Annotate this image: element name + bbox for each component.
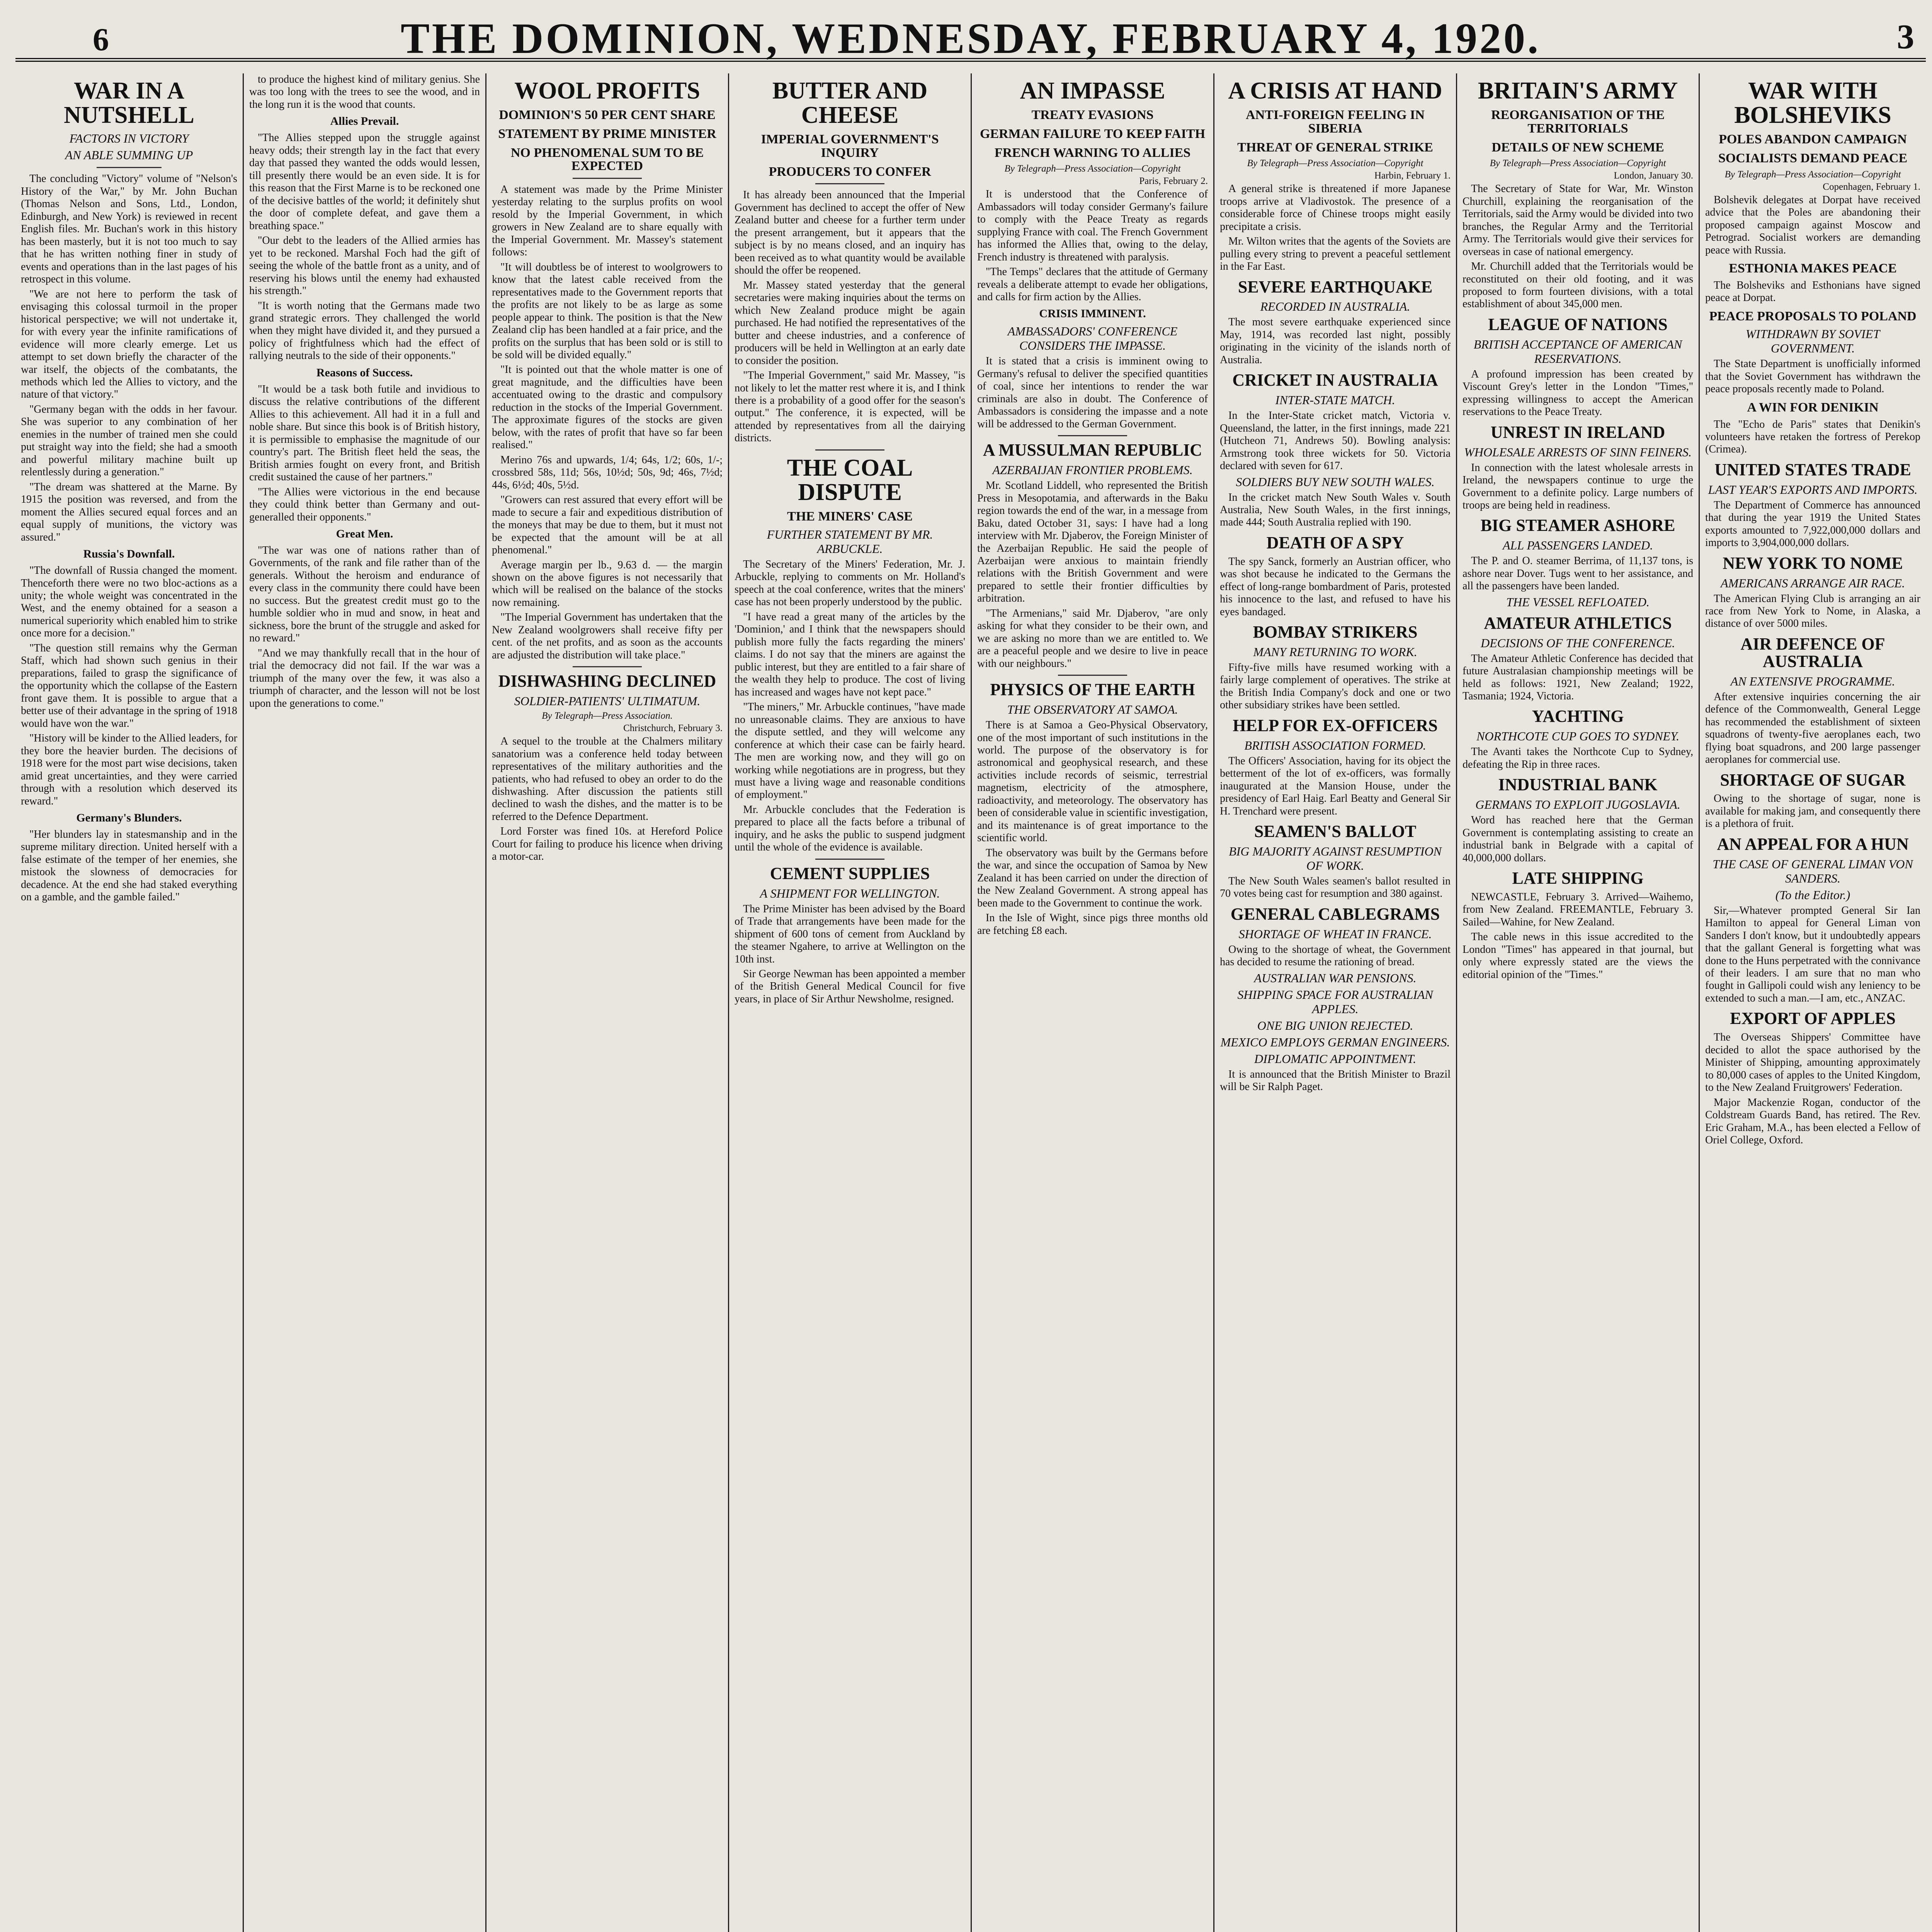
article-paragraph: It is stated that a crisis is imminent owing to Germany's refusal to deliver the specified quantities of coal, since her intentions to render the war criminals are also in doubt. The Conference of Ambassadors is considering the impasse and a note will be addressed to the German Government.: [977, 355, 1208, 430]
column-britains-army: [1457, 73, 1699, 1932]
article-paragraph: The spy Sanck, formerly an Austrian officer, who was shot because he indicated to the Germans the effect of long-range bombardment of Paris, protested his innocence to the last, and refused to have his eyes bandaged.: [1220, 555, 1451, 618]
column-butter-coal: [729, 73, 971, 1932]
corner-mark: 3: [1897, 18, 1914, 56]
subhead: WITHDRAWN BY SOVIET GOVERNMENT.: [1745, 327, 1880, 355]
subhead: AN EXTENSIVE PROGRAMME.: [1730, 674, 1895, 688]
subhead: DIPLOMATIC APPOINTMENT.: [1254, 1051, 1416, 1066]
subhead: INTER-STATE MATCH.: [1275, 393, 1395, 407]
article-paragraph: Fifty-five mills have resumed working with a fairly large complement of operatives. The strike at the British India Company's dock and one or two other subsidiary strikes have been settled.: [1220, 662, 1451, 711]
byline: By Telegraph—Press Association.: [542, 711, 673, 721]
dateline: Harbin, February 1.: [1374, 170, 1451, 181]
byline: By Telegraph—Press Association—Copyright: [1247, 158, 1423, 169]
article-paragraph: The Prime Minister has been advised by the Board of Trade that arrangements have been made for the shipment of 600 tons of cement from Auckland by the steamer Ngahere, to arrive at Wellington on the 10th inst.: [735, 903, 965, 965]
headline: A CRISIS AT HAND: [1228, 78, 1442, 104]
article-paragraph: The Officers' Association, having for its object the betterment of the lot of ex-officers, was formally inaugurated at the Mansion House, under the presidency of Earl Haig. Earl Beatty and General Sir H. Trenchard were present.: [1220, 755, 1451, 817]
article-paragraph: Average margin per lb., 9.63 d. — the margin shown on the above figures is not necessarily that which will be realised on the balance of the stocks now remaining.: [492, 559, 723, 609]
headline: AN IMPASSE: [1020, 78, 1165, 104]
article-paragraph: A sequel to the trouble at the Chalmers military sanatorium was a conference held today between representatives of the military authorities and the patients, who had refused to obey an order to do the dishwashing. After discussion the patients still declined to wash the dishes, and the matter is to be referred to the Defence Department.: [492, 735, 723, 823]
column-war-bolsheviks: [1700, 73, 1926, 1932]
article-paragraph: The Avanti takes the Northcote Cup to Sydney, defeating the Rip in three races.: [1463, 746, 1693, 770]
headline: SHORTAGE OF SUGAR: [1720, 770, 1906, 789]
article-paragraph: "Her blunders lay in statesmanship and in the supreme military direction. United herself with a false estimate of the temper of her enemies, she mistook the slowness of democracies for decadence. At the end she had staked everything on a gamble, and the gamble failed.": [21, 828, 237, 903]
article-paragraph: In connection with the latest wholesale arrests in Ireland, the newspapers continue to urge the Government to a definite policy. Large numbers of troops are being held in readiness.: [1463, 461, 1693, 511]
article-paragraph: The Secretary of the Miners' Federation, Mr. J. Arbuckle, replying to comments on Mr. Holland's speech at the coal conference, writes that the miners' case has not been properly understood by the public.: [735, 558, 965, 608]
article-paragraph: "The war was one of nations rather than of Governments, of the rank and file rather than of the generals. Without the heroism and endurance of every class in the community there could have been no success. But the greatest credit must go to the humble soldier who in mud and snow, in heat and sickness, bore the brunt of the struggle and asked for no reward.": [249, 544, 480, 645]
article-paragraph: The observatory was built by the Germans before the war, and since the occupation of Samoa by New Zealand it has been carried on under the direction of the New Zealand Government. A strong appeal has been made to the Government to continue the work.: [977, 847, 1208, 909]
article-paragraph: Mr. Massey stated yesterday that the general secretaries were making inquiries about the terms on which New Zealand produce might be again purchased. He had notified the representatives of the butter and cheese industries, and a conference of producers will be held in Wellington at an early date to consider the position.: [735, 279, 965, 367]
article-paragraph: The New South Wales seamen's ballot resulted in 70 votes being cast for resumption and 380 against.: [1220, 875, 1451, 900]
article-paragraph: Bolshevik delegates at Dorpat have received advice that the Poles are abandoning their proposed campaign against Moscow and Petrograd. Socialist workers are demanding peace with Russia.: [1705, 194, 1920, 256]
article-paragraph: It is announced that the British Minister to Brazil will be Sir Ralph Paget.: [1220, 1068, 1451, 1093]
headline: INDUSTRIAL BANK: [1498, 775, 1658, 794]
article-paragraph: "The Allies were victorious in the end because they could think better than Germany and out-generalled their opponents.": [249, 486, 480, 523]
headline: BOMBAY STRIKERS: [1253, 622, 1418, 642]
section-heading: Allies Prevail.: [330, 115, 399, 128]
page-number: 6: [93, 22, 109, 58]
article-paragraph: "The Imperial Government has undertaken that the New Zealand woolgrowers shall receive fifty per cent. of the net profits, and as soon as the accounts are adjusted the distribution will take place.": [492, 611, 723, 661]
dateline: London, January 30.: [1614, 170, 1693, 181]
headline: CRICKET IN AUSTRALIA: [1232, 371, 1438, 390]
article-paragraph: The State Department is unofficially informed that the Soviet Government has withdrawn the peace proposals recently made to Poland.: [1705, 358, 1920, 395]
article-paragraph: "It would be a task both futile and invidious to discuss the relative contributions of the different Allies to this achievement. All had it in a full and noble share. But since this book is of British history, it is permissible to emphasise the magnitude of our country's part. The British fleet held the seas, the British armies fought on every front, and British credit sustained the cause of her partners.": [249, 383, 480, 483]
article-paragraph: "I have read a great many of the articles by the 'Dominion,' and I think that the newspapers should publish more fully the facts regarding the miners' claims. I do not say that the miners are against the public interest, but they are entitled to a fair share of the wealth they help to produce. The cost of living has increased and wages have not kept pace.": [735, 611, 965, 698]
headline: ESTHONIA MAKES PEACE: [1729, 261, 1897, 276]
article-paragraph: Sir George Newman has been appointed a member of the British General Medical Council for five years, in place of Sir Arthur Newsholme, resigned.: [735, 968, 965, 1005]
article-paragraph: Mr. Arbuckle concludes that the Federation is prepared to place all the facts before a tribunal of inquiry, and he asks the public to suspend judgment until the whole of the evidence is available.: [735, 803, 965, 854]
subhead: FACTORS IN VICTORY: [69, 131, 189, 146]
divider: [815, 859, 884, 860]
article-paragraph: The Bolsheviks and Esthonians have signed peace at Dorpat.: [1705, 279, 1920, 304]
section-heading: Great Men.: [336, 527, 393, 540]
article-paragraph: "The Allies stepped upon the struggle against heavy odds; their strength lay in the fact that every day that passed they wanted the odds would lessen, till presently there would be an even side. It is for this reason that the First Marne is to be reckoned one of the decisive battles of the world; it definitely shut the door of complete defeat, and gave them a breathing space.": [249, 132, 480, 232]
headline: GENERAL CABLEGRAMS: [1230, 904, 1440, 923]
subhead: REORGANISATION OF THE TERRITORIALS: [1491, 108, 1665, 136]
subhead: ANTI-FOREIGN FEELING IN SIBERIA: [1246, 108, 1425, 136]
divider: [815, 449, 884, 451]
subhead: NORTHCOTE CUP GOES TO SYDNEY.: [1476, 729, 1679, 743]
dateline: Paris, February 2.: [1139, 176, 1208, 187]
article-paragraph: Owing to the shortage of wheat, the Government has decided to resume the rationing of bread.: [1220, 943, 1451, 968]
article-paragraph: A profound impression has been created by Viscount Grey's letter in the London "Times," expressing willingness to accept the American reservations to the Peace Treaty.: [1463, 368, 1693, 418]
article-paragraph: The Department of Commerce has announced that during the year 1919 the United States exports amounted to 7,922,000,000 dollars and imports to 3,904,000,000 dollars.: [1705, 499, 1920, 549]
subhead: AZERBAIJAN FRONTIER PROBLEMS.: [992, 463, 1193, 477]
section-heading: Germany's Blunders.: [76, 811, 182, 824]
headline: AMATEUR ATHLETICS: [1484, 613, 1672, 633]
article-paragraph: Lord Forster was fined 10s. at Hereford Police Court for failing to produce his licence when driving a motor-car.: [492, 825, 723, 863]
headline: A WIN FOR DENIKIN: [1747, 400, 1879, 415]
headline: DISHWASHING DECLINED: [498, 672, 716, 691]
subhead: WHOLESALE ARRESTS OF SINN FEINERS.: [1464, 445, 1692, 459]
subhead: STATEMENT BY PRIME MINISTER: [498, 126, 716, 141]
dateline: Copenhagen, February 1.: [1823, 181, 1920, 192]
article-paragraph: After extensive inquiries concerning the air defence of the Commonwealth, General Legge has recommended the establishment of sixteen squadrons of twenty-five aeroplanes each, two flying boat squadrons, and 200 large passenger aeroplanes for commercial use.: [1705, 690, 1920, 766]
headline: UNREST IN IRELAND: [1490, 422, 1665, 442]
column-war-nutshell-continued: [244, 73, 485, 1932]
subhead: DETAILS OF NEW SCHEME: [1492, 140, 1664, 155]
divider: [1058, 435, 1127, 436]
article-paragraph: Mr. Churchill added that the Territorials would be reconstituted on their old footing, and it was proposed to form fourteen divisions, with a total establishment of about 345,000 men.: [1463, 260, 1693, 310]
headline: BUTTER AND CHEESE: [772, 78, 928, 129]
subhead: SOCIALISTS DEMAND PEACE: [1718, 151, 1908, 166]
subhead: TREATY EVASIONS: [1031, 108, 1154, 122]
divider: [573, 178, 642, 179]
article-paragraph: There is at Samoa a Geo-Physical Observatory, one of the most important of such institutions in the world. The purpose of the observatory is for astronomical and geophysical research, and these activities include records of seismic, terrestrial magnetism, electricity of the atmosphere, radioactivity, and meteorology. The observatory has been of considerable value in scientific investigation, and its maintenance is of great importance to the scientific world.: [977, 719, 1208, 844]
divider: [97, 167, 162, 168]
article-paragraph: "And we may thankfully recall that in the hour of trial the democracy did not fail. If the war was a triumph of the many over the few, it was also a triumph of character, and the lesson will not be lost upon the generations to come.": [249, 647, 480, 709]
subhead: GERMANS TO EXPLOIT JUGOSLAVIA.: [1475, 798, 1680, 812]
article-paragraph: Merino 76s and upwards, 1/4; 64s, 1/2; 60s, 1/-; crossbred 58s, 11d; 56s, 10½d; 50s, 9d; 46s, 7½d; 44s, 6½d; 40s, 5½d.: [492, 454, 723, 491]
article-paragraph: It is understood that the Conference of Ambassadors will today consider Germany's failure to comply with the Peace Treaty as regards supplying France with coal. The French Government has informed the Allies that, owing to the delay, French industry is threatened with paralysis.: [977, 188, 1208, 263]
subhead: NO PHENOMENAL SUM TO BE EXPECTED: [510, 145, 704, 173]
subhead: AMBASSADORS' CONFERENCE CONSIDERS THE IMPASSE.: [1007, 324, 1178, 353]
subhead: SOLDIER-PATIENTS' ULTIMATUM.: [514, 694, 701, 708]
headline: BRITAIN'S ARMY: [1478, 78, 1678, 104]
byline: By Telegraph—Press Association—Copyright: [1490, 158, 1666, 169]
article-paragraph: The Amateur Athletic Conference has decided that future Australasian championship meetings will be held as follows: 1921, New Zealand; 1922, Tasmania; 1924, Victoria.: [1463, 652, 1693, 702]
subhead: FURTHER STATEMENT BY MR. ARBUCKLE.: [767, 527, 933, 556]
subhead: AN ABLE SUMMING UP: [65, 148, 193, 162]
headline: EXPORT OF APPLES: [1730, 1009, 1896, 1028]
headline: SEAMEN'S BALLOT: [1254, 822, 1417, 841]
subhead: SOLDIERS BUY NEW SOUTH WALES.: [1236, 474, 1435, 489]
column-crisis-at-hand: [1214, 73, 1456, 1932]
article-paragraph: Mr. Scotland Liddell, who represented the British Press in Mesopotamia, and afterwards in the Baku region towards the end of the war, in a message from Baku, dated October 31, says: I have had a long interview with Mr. Djaberov, the Foreign Minister of the Azerbaijan Republic. He said the people of Azerbaijan were anxious to maintain friendly relations with the British Government and were prepared to settle their frontier difficulties by arbitration.: [977, 480, 1208, 605]
article-paragraph: A statement was made by the Prime Minister yesterday relating to the surplus profits on wool resold by the Imperial Government, in which growers in New Zealand are to share equally with the Imperial Government. Mr. Massey's statement follows:: [492, 183, 723, 259]
subhead: A SHIPMENT FOR WELLINGTON.: [760, 886, 940, 900]
article-paragraph: It has already been announced that the Imperial Government has declined to accept the offer of New Zealand butter and cheese for a further term under the present arrangement, but it appears that the subject is by no means closed, and an inquiry has been received as to what quantity would be available should the offer be reopened.: [735, 189, 965, 277]
section-heading: Reasons of Success.: [316, 366, 413, 379]
newspaper-title: THE DOMINION, WEDNESDAY, FEBRUARY 4, 1920.: [401, 15, 1541, 63]
article-paragraph: Major Mackenzie Rogan, conductor of the Coldstream Guards Band, has retired. The Rev. Eric Graham, M.A., has been elected a Fellow of Oriel College, Oxford.: [1705, 1096, 1920, 1146]
headline: AIR DEFENCE OF AUSTRALIA: [1740, 634, 1885, 671]
subhead: BRITISH ASSOCIATION FORMED.: [1244, 738, 1426, 752]
subhead: THE CASE OF GENERAL LIMAN VON SANDERS.: [1713, 857, 1913, 885]
article-paragraph: "The dream was shattered at the Marne. By 1915 the position was reversed, and from the moment the Allies secured equal forces and an equal supply of munitions, the victory was assured.": [21, 481, 237, 543]
article-paragraph: "The downfall of Russia changed the moment. Thenceforth there were no two bloc-actions as a unity; the whole weight was concentrated in the West, and the enemy obtained for a season a numerical superiority which enabled him to strike once more for a decision.": [21, 565, 237, 639]
article-paragraph: "The Armenians," said Mr. Djaberov, "are only asking for what they consider to be their own, and we are asking no more than we are entitled to. We are a peaceful people and we desire to live in peace with our neighbours.": [977, 607, 1208, 670]
subhead: THE MINERS' CASE: [787, 509, 913, 524]
subhead: POLES ABANDON CAMPAIGN: [1719, 132, 1907, 147]
subhead: GERMAN FAILURE TO KEEP FAITH: [980, 126, 1206, 141]
masthead: [15, 12, 1926, 62]
subhead: PRODUCERS TO CONFER: [769, 164, 931, 179]
subhead: ONE BIG UNION REJECTED.: [1257, 1018, 1413, 1032]
article-paragraph: Sir,—Whatever prompted General Sir Ian Hamilton to appeal for General Liman von Sanders I don't know, but it undoubtedly appears that the gallant General is forgetting what was done to the Huns perpetrated with the connivance of their leaders. I am sure that no man who fought in Gallipoli could wish any leniency to be extended to such a man.—I am, etc., ANZAC.: [1705, 904, 1920, 1004]
dateline: Christchurch, February 3.: [623, 723, 723, 734]
article-paragraph: "It will doubtless be of interest to woolgrowers to know that the latest cable received from the representatives made to the Government reports that the profits are not likely to be as large as some people appear to think. The position is that the New Zealand clip has been handled at a fair price, and the profits on the surplus that has been sold or is still to be sold will be divided equally.": [492, 261, 723, 361]
column-wool-profits: [486, 73, 728, 1932]
divider: [573, 666, 642, 667]
headline: THE COAL DISPUTE: [787, 454, 913, 506]
article-paragraph: The Secretary of State for War, Mr. Winston Churchill, explaining the reorganisation of the Territorials, said the Army would be divided into two branches, the Regular Army and the Territorial Army. The Territorials would give their services for overseas in case of national emergency.: [1463, 183, 1693, 258]
article-paragraph: The P. and O. steamer Berrima, of 11,137 tons, is ashore near Dover. Tugs went to her assistance, and all the passengers have been landed.: [1463, 555, 1693, 592]
headline: CEMENT SUPPLIES: [770, 864, 930, 883]
headline: WOOL PROFITS: [514, 78, 700, 104]
subhead: THE OBSERVATORY AT SAMOA.: [1007, 702, 1178, 717]
article-paragraph: The concluding "Victory" volume of "Nelson's History of the War," by Mr. John Buchan (Thomas Nelson and Sons, Ltd., London, Edinburgh, and New York) is reviewed in recent English files. Mr. Buchan's work in this history has been masterly, but it is not too much to say that he has written nothing finer in study of events and operations than in the last pages of his retrospect in this volume.: [21, 173, 237, 286]
article-paragraph: NEWCASTLE, February 3. Arrived—Waihemo, from New Zealand. FREEMANTLE, February 3. Sailed—Wahine, for New Zealand.: [1463, 891, 1693, 928]
headline: LEAGUE OF NATIONS: [1488, 315, 1668, 334]
divider: [815, 183, 884, 184]
article-paragraph: "The Imperial Government," said Mr. Massey, "is not likely to let the matter rest where it is, and I think there is a probability of a good offer for the season's output." The conference, it is expected, will be attended by representatives from all the dairying districts.: [735, 369, 965, 444]
subhead: IMPERIAL GOVERNMENT'S INQUIRY: [761, 132, 939, 160]
column-war-nutshell: [15, 73, 243, 1932]
article-paragraph: Owing to the shortage of sugar, none is available for making jam, and consequently there is a plethora of fruit.: [1705, 793, 1920, 830]
subhead: MEXICO EMPLOYS GERMAN ENGINEERS.: [1220, 1035, 1450, 1049]
subhead: (To the Editor.): [1775, 888, 1850, 902]
subhead: DOMINION'S 50 PER CENT SHARE: [499, 108, 716, 122]
headline: UNITED STATES TRADE: [1714, 460, 1911, 479]
section-heading: Russia's Downfall.: [83, 548, 175, 561]
headline: LATE SHIPPING: [1512, 869, 1644, 888]
article-paragraph: The most severe earthquake experienced since May, 1914, was recorded last night, possibly originating in the vicinity of the islands north of Australia.: [1220, 316, 1451, 366]
article-paragraph: "The Temps" declares that the attitude of Germany reveals a deliberate attempt to evade her obligations, and calls for firm action by the Allies.: [977, 266, 1208, 303]
article-paragraph: "The question still remains why the German Staff, which had shown such genius in their preparations, failed to grasp the significance of the opportunity which the collapse of the Eastern front gave them. It is possible to argue that a better use of their advantage in the spring of 1918 would have won the war.": [21, 642, 237, 730]
article-paragraph: "History will be kinder to the Allied leaders, for they bore the heavier burden. The decisions of 1918 were for the most part wise decisions, taken amid great uncertainties, and they were carried through with a resolution which deserved its reward.": [21, 732, 237, 807]
divider: [1058, 675, 1127, 676]
subhead: BRITISH ACCEPTANCE OF AMERICAN RESERVATIONS.: [1473, 337, 1682, 366]
section-heading: CRISIS IMMINENT.: [1039, 307, 1146, 320]
headline: SEVERE EARTHQUAKE: [1238, 277, 1433, 296]
subhead: AUSTRALIAN WAR PENSIONS.: [1254, 971, 1417, 985]
article-paragraph: Mr. Wilton writes that the agents of the Soviets are pulling every string to prevent a peaceful settlement in the Far East.: [1220, 235, 1451, 273]
article-paragraph: "It is worth noting that the Germans made two grand strategic errors. They challenged the world when they might have divided it, and they pursued a policy of frightfulness which had the effect of rallying neutrals to the side of their opponents.": [249, 299, 480, 362]
headline: PHYSICS OF THE EARTH: [990, 680, 1195, 699]
subhead: FRENCH WARNING TO ALLIES: [994, 145, 1191, 160]
article-paragraph: The "Echo de Paris" states that Denikin's volunteers have retaken the fortress of Perekop (Crimea).: [1705, 418, 1920, 456]
headline: A MUSSULMAN REPUBLIC: [983, 440, 1202, 460]
subhead: AMERICANS ARRANGE AIR RACE.: [1721, 576, 1905, 590]
headline: PEACE PROPOSALS TO POLAND: [1709, 309, 1917, 323]
article-paragraph: Word has reached here that the German Government is contemplating assisting to create an industrial bank in Belgrade with a capital of 40,000,000 dollars.: [1463, 814, 1693, 864]
subhead: THREAT OF GENERAL STRIKE: [1237, 140, 1433, 155]
headline: BIG STEAMER ASHORE: [1480, 516, 1675, 535]
headline: DEATH OF A SPY: [1266, 533, 1404, 552]
article-paragraph: "Growers can rest assured that every effort will be made to secure a fair and expeditious distribution of the moneys that may be due to them, but it must not be expected that the amount will be at all phenomenal.": [492, 494, 723, 556]
article-paragraph: In the Isle of Wight, since pigs three months old are fetching £8 each.: [977, 912, 1208, 937]
headline: WAR WITH BOLSHEVIKS: [1734, 78, 1891, 129]
byline: By Telegraph—Press Association—Copyright: [1725, 169, 1901, 180]
headline: YACHTING: [1532, 707, 1624, 726]
byline: By Telegraph—Press Association—Copyright: [1004, 163, 1181, 174]
article-paragraph: In the cricket match New South Wales v. South Australia, New South Wales, in the first innings, made 444; South Australia replied with 190.: [1220, 491, 1451, 529]
subhead: THE VESSEL REFLOATED.: [1506, 595, 1650, 609]
article-paragraph: The cable news in this issue accredited to the London "Times" has appeared in that journal, but only where expressly stated are the views the editorial opinion of the "Times.": [1463, 931, 1693, 981]
subhead: LAST YEAR'S EXPORTS AND IMPORTS.: [1708, 482, 1918, 497]
article-paragraph: to produce the highest kind of military genius. She was too long with the trees to see the wood, and in the long run it is the wood that counts.: [249, 73, 480, 111]
article-paragraph: The American Flying Club is arranging an air race from New York to Nome, in Alaska, a distance of over 5000 miles.: [1705, 592, 1920, 630]
headline: AN APPEAL FOR A HUN: [1717, 834, 1909, 854]
article-paragraph: The Overseas Shippers' Committee have decided to allot the space authorised by the Minister of Shipping, amounting approximately to 80,000 cases of apples to the United Kingdom, to the New Zealand Fruitgrowers' Federation.: [1705, 1031, 1920, 1094]
subhead: RECORDED IN AUSTRALIA.: [1260, 299, 1410, 314]
subhead: SHIPPING SPACE FOR AUSTRALIAN APPLES.: [1237, 987, 1433, 1016]
column-impasse: [972, 73, 1213, 1932]
headline: WAR IN A NUTSHELL: [64, 78, 194, 129]
subhead: MANY RETURNING TO WORK.: [1253, 645, 1417, 659]
article-paragraph: A general strike is threatened if more Japanese troops arrive at Vladivostok. The presence of a considerable force of Chinese troops might easily precipitate a crisis.: [1220, 183, 1451, 233]
subhead: BIG MAJORITY AGAINST RESUMPTION OF WORK.: [1229, 844, 1442, 872]
headline: NEW YORK TO NOME: [1723, 553, 1903, 573]
article-paragraph: "We are not here to perform the task of envisaging this colossal turmoil in the proper historical perspective; we will not undertake it, for with every year the infinite ramifications of evidence will more clearly emerge. Let us attempt to set down briefly the character of the war itself, the objects of the combatants, the methods which led the Allies to victory, and the nature of that victory.": [21, 288, 237, 401]
subhead: ALL PASSENGERS LANDED.: [1502, 538, 1653, 553]
article-paragraph: "It is pointed out that the whole matter is one of great magnitude, and the difficulties have been accentuated owing to the drastic and compulsory reduction in the stocks of the Imperial Government. The approximate figures of the stocks are given below, with the rates of profit that have so far been realised.": [492, 364, 723, 451]
article-paragraph: "Germany began with the odds in her favour. She was superior to any combination of her enemies in the number of trained men she could put straight way into the field; she had a smooth and powerful military machine built up relentlessly during a generation.": [21, 403, 237, 478]
subhead: DECISIONS OF THE CONFERENCE.: [1480, 636, 1675, 650]
subhead: SHORTAGE OF WHEAT IN FRANCE.: [1238, 927, 1432, 941]
article-paragraph: In the Inter-State cricket match, Victoria v. Queensland, the latter, in the first innings, made 221 (Hutcheon 71, Andrews 50). Bowling analysis: Armstrong took three wickets for 50. Victoria declared with seven for 617.: [1220, 410, 1451, 472]
article-paragraph: "The miners," Mr. Arbuckle continues, "have made no unreasonable claims. They are anxious to have the dispute settled, and they will welcome any conference at which their case can be fairly heard. The men are working now, and they will go on working while negotiations are in progress, but they must have a living wage and reasonable conditions of employment.": [735, 701, 965, 801]
headline: HELP FOR EX-OFFICERS: [1233, 716, 1438, 735]
article-paragraph: "Our debt to the leaders of the Allied armies has yet to be reckoned. Marshal Foch had the gift of seeing the whole of the battle front as a unity, and of reserving his blows until the enemy had exhausted his strength.": [249, 235, 480, 297]
